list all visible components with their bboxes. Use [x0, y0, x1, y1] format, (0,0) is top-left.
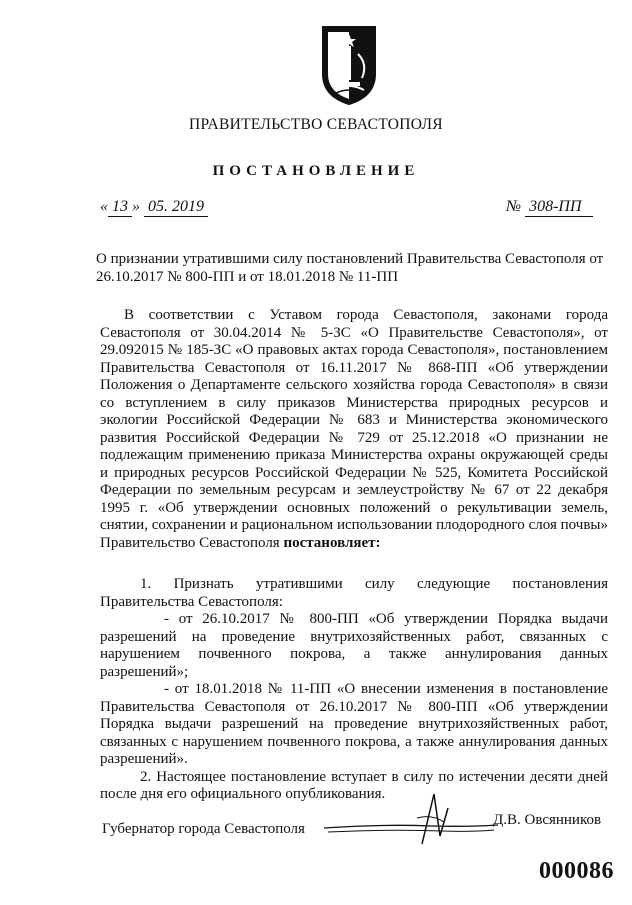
date-month-year: 05. 2019	[144, 198, 208, 217]
document-title: ПОСТАНОВЛЕНИЕ	[212, 163, 420, 179]
document-subject: О признании утратившими силу постановлений Правительства Севастополя от 26.10.2017 № 800-ПП и от 18.01.2018 № 11-ПП	[96, 251, 604, 285]
registration-number: 000086	[539, 858, 614, 884]
item-1-sub-1: - от 26.10.2017 № 800-ПП «Об утверждении Порядка выдачи разрешений на проведение внутрихозяйственных работ, связанных с нарушением почвенного покрова, а также аннулирования данных разрешений»;	[100, 611, 608, 680]
date-close-quote: »	[132, 198, 140, 215]
document-date	[100, 198, 208, 217]
item-1-sub-2: - от 18.01.2018 № 11-ПП «О внесении изменения в постановление Правительства Севастополя от 26.10.2017 № 800-ПП «Об утверждении Порядка выдачи разрешений на проведение внутрихозяйственных работ, связанных с нарушением почвенного покрова, а также аннулирования данных разрешений».	[100, 681, 608, 767]
decree-word: постановляет:	[283, 534, 381, 551]
preamble	[100, 307, 608, 552]
government-name: ПРАВИТЕЛЬСТВО СЕВАСТОПОЛЯ	[189, 116, 443, 133]
date-day: 13	[108, 198, 132, 217]
date-open-quote: «	[100, 198, 108, 215]
number-value: 308-ПП	[525, 198, 593, 217]
item-1: 1. Признать утратившими силу следующие постановления Правительства Севастополя:	[100, 576, 608, 610]
item-2: 2. Настоящее постановление вступает в силу по истечении десяти дней после дня его официального опубликования.	[100, 768, 608, 802]
decree-items	[100, 576, 608, 804]
governor-name: Д.В. Овсянников	[493, 812, 602, 828]
number-label: №	[506, 198, 522, 215]
handwritten-signature	[322, 788, 500, 846]
governor-title: Губернатор города Севастополя	[102, 821, 305, 837]
document-number	[506, 198, 593, 217]
sevastopol-emblem-icon	[320, 24, 378, 106]
preamble-text: В соответствии с Уставом города Севастополя, законами города Севастополя от 30.04.2014 № 5-ЗС «О Правительстве Севастополя», от 29.092015 № 185-ЗС «О правовых актах города Севастополя», постановлением Правительства Севастополя от 16.11.2017 № 868-ПП «Об утверждении Положения о Департаменте сельского хозяйства города Севастополя» в связи со вступлением в силу приказов Министерства природных ресурсов и экологии Российской Федерации № 683 и Министерства экономического развития Российской Федерации № 729 от 25.12.2018 «О признании не подлежащим применению приказа Министерства охраны окружающей среды и природных ресурсов Российской Федерации № 525, Комитета Российской Федерации по земельным ресурсам и землеустройству № 67 от 22 декабря 1995 г. «Об утверждении основных положений о рекультивации земель, снятии, сохранении и рациональном использовании плодородного слоя почвы» Правительство Севастополя	[100, 307, 608, 551]
